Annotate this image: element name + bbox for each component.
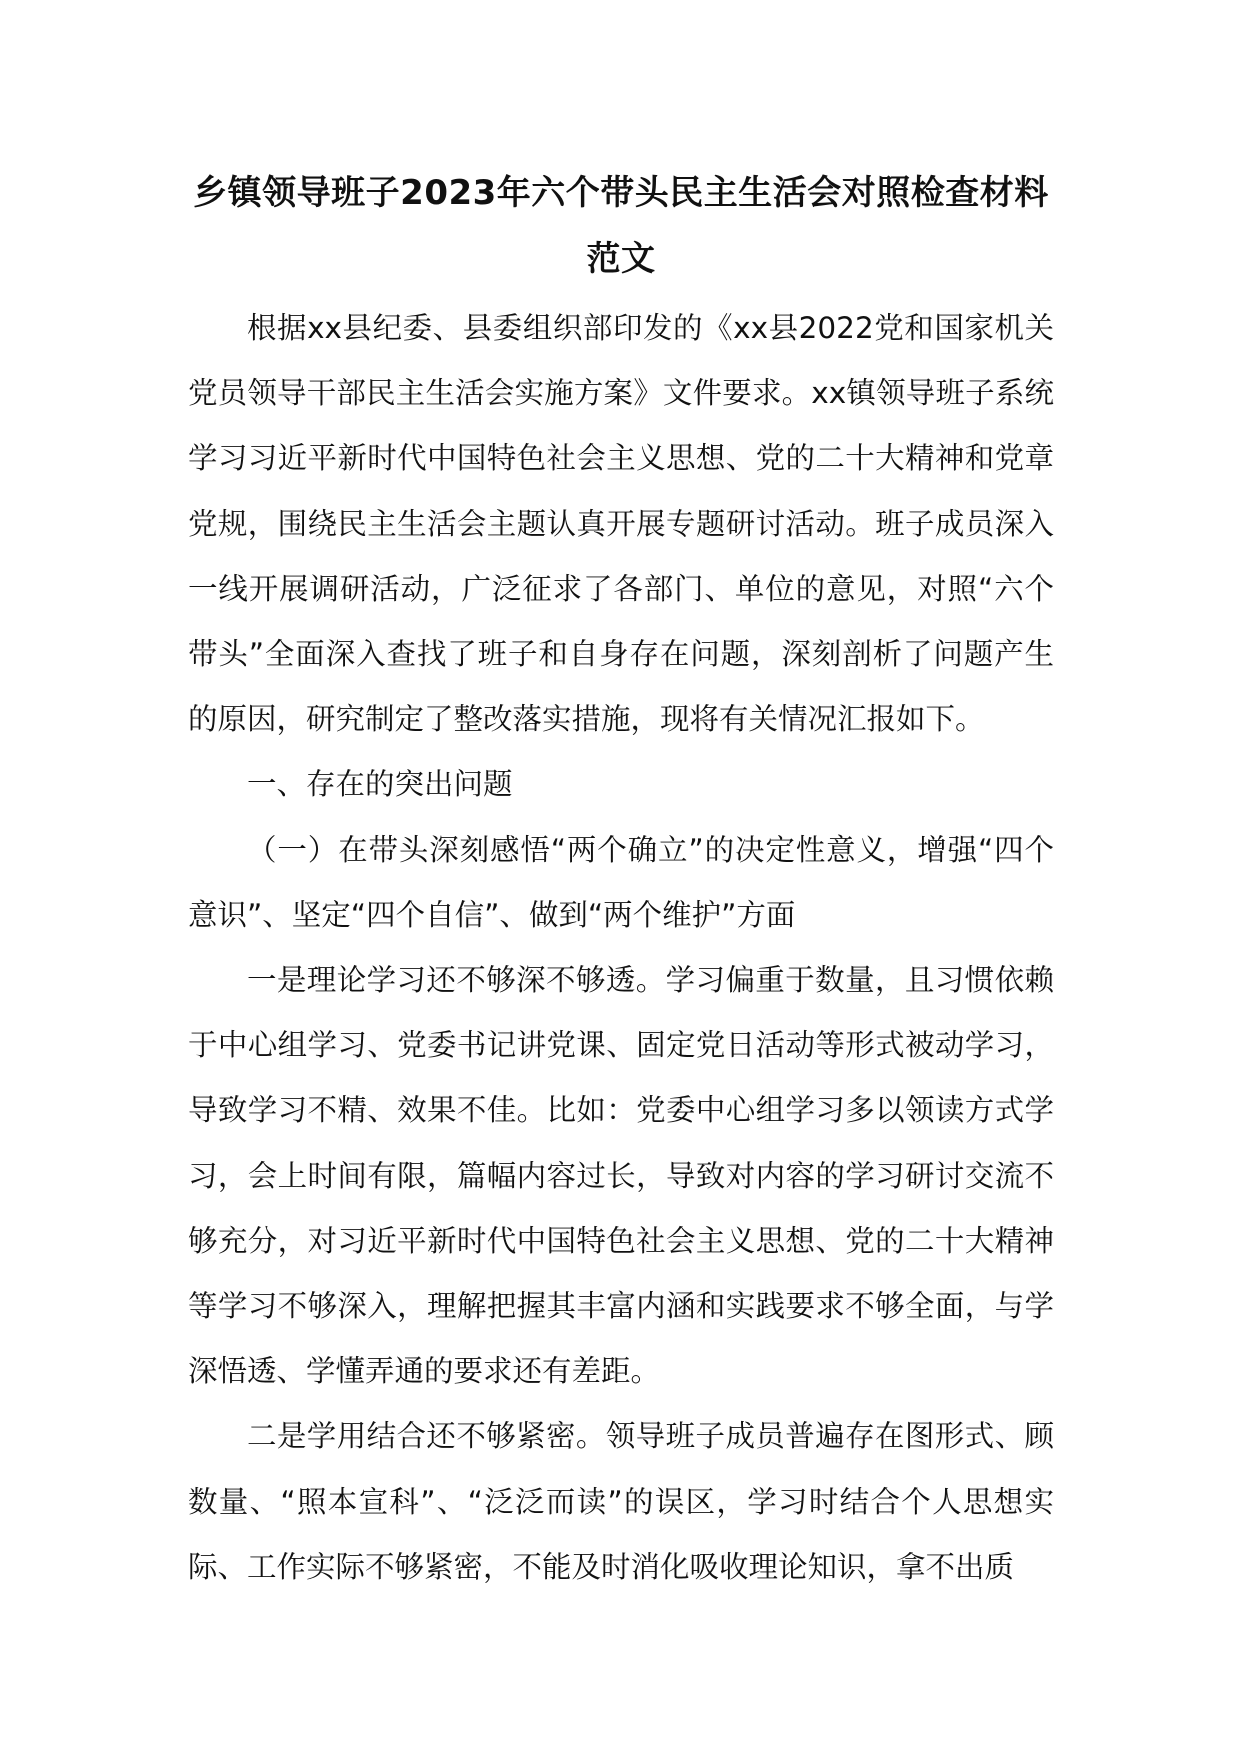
paragraph-intro: 根据xx县纪委、县委组织部印发的《xx县2022党和国家机关党员领导干部民主生活会实施方案》文件要求。xx镇领导班子系统学习习近平新时代中国特色社会主义思想、党的二十大精神和党章党规，围绕民主生活会主题认真开展专题研讨活动。班子成员深入一线开展调研活动，广泛征求了各部门、单位的意见，对照“六个带头”全面深入查找了班子和自身存在问题，深刻剖析了问题产生的原因，研究制定了整改落实措施，现将有关情况汇报如下。: [188, 311, 1054, 737]
subsection-heading-1: （一）在带头深刻感悟“两个确立”的决定性意义，增强“四个意识”、坚定“四个自信”、做到“两个维护”方面: [188, 832, 1054, 932]
paragraph-point-2: 二是学用结合还不够紧密。领导班子成员普遍存在图形式、顾数量、“照本宣科”、“泛泛而读”的误区，学习时结合个人思想实际、工作实际不够紧密，不能及时消化吸收理论知识，拿不出质: [188, 1419, 1054, 1584]
document-title: 乡镇领导班子2023年六个带头民主生活会对照检查材料范文: [193, 173, 1049, 279]
section-heading-problems: 一、存在的突出问题: [247, 767, 513, 802]
paragraph-point-1: 一是理论学习还不够深不够透。学习偏重于数量，且习惯依赖于中心组学习、党委书记讲党课、固定党日活动等形式被动学习，导致学习不精、效果不佳。比如：党委中心组学习多以领读方式学习，会上时间有限，篇幅内容过长，导致对内容的学习研讨交流不够充分，对习近平新时代中国特色社会主义思想、党的二十大精神等学习不够深入，理解把握其丰富内涵和实践要求不够全面，与学深悟透、学懂弄通的要求还有差距。: [188, 963, 1054, 1389]
document-body: [188, 296, 1054, 1600]
